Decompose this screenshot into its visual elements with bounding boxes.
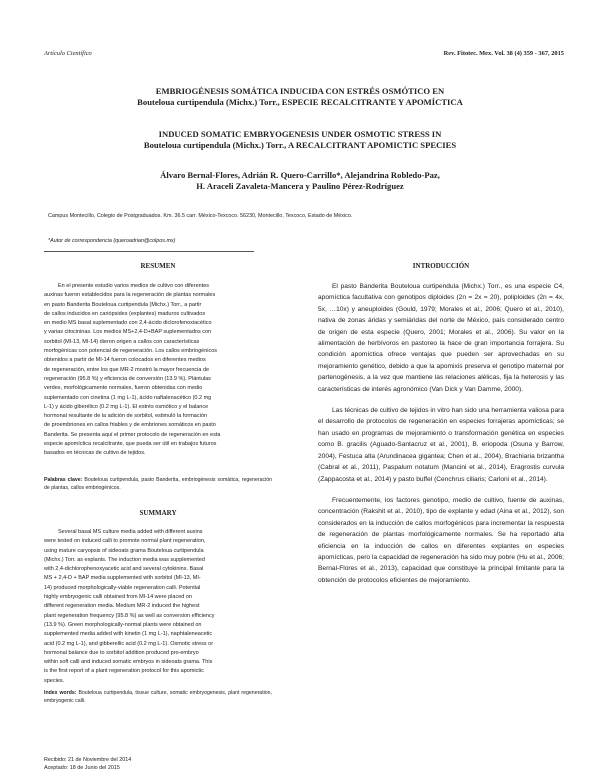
authors-line2: H. Araceli Zavaleta-Mancera y Paulino Pérez-Rodríguez	[196, 181, 404, 191]
summary-heading: SUMMARY	[139, 509, 177, 517]
resumen-line: sorbitol (MI-13, MI-14) dieron origen a callos con características	[44, 338, 200, 345]
resumen-body	[44, 282, 272, 459]
summary-line: hormonal balance due to sorbitol addition produced pro-embryo	[44, 649, 199, 656]
intro-paragraph-3: Frecuentemente, los factores genotipo, medio de cultivo, fuente de auxinas, concentración (Rakshit et al., 2010), tipo de explante y edad (Aina et al., 2012), son considerados en la inducción de callos morfogénicos para incrementar la respuesta de regeneración de plantas morfológicamente normales. Se ha reportado alta eficiencia en la inducción de callos en diferentes explantes en especies apomícticas, pero la capacidad de regeneración ha sido muy pobre (Hu et al., 2006; Bernal-Flores et al., 2013), capacidad que constituye la principal limitante para la obtención de protocolos eficientes de mejoramiento.	[318, 496, 564, 584]
summary-line: (13.9 %). Green morphologically-normal plants were obtained on	[44, 621, 202, 628]
summary-body	[44, 528, 272, 686]
summary-keywords	[44, 689, 272, 706]
summary-line: highly embryogenic calli obtained from MI-14 were placed on	[44, 594, 192, 601]
summary-line: different regeneration media. Medium MR-2 induced the highest	[44, 603, 200, 610]
resumen-line: hormonal resultante de la adición de sorbitol, estimuló la formación	[44, 413, 207, 420]
correspondence-note: *Autor de correspondencia (queroadrian@colpos.mx)	[48, 238, 176, 244]
summary-line: were tested on induced calli to promote normal plant regeneration,	[44, 538, 206, 545]
resumen-keywords-label: Palabras clave:	[44, 477, 83, 483]
summary-keywords-text: Bouteloua curtipendula, tissue culture, somatic embryogenesis, plant regeneration, embryogenic calli.	[44, 690, 272, 705]
resumen-line: auxinas fueron establecidos para la regeneración de plantas normales	[44, 292, 216, 299]
resumen-line: y varias citocininas. Los medios MS+2,4-D+BAP suplementados con	[44, 329, 212, 336]
title-english-line1: INDUCED SOMATIC EMBRYOGENESIS UNDER OSMOTIC STRESS IN	[158, 129, 442, 139]
resumen-line: En el presente estudio varios medios de cultivo con diferentes	[58, 283, 210, 289]
summary-line: MS + 2,4-D + BAP media supplemented with sorbitol (MI-13, MI-	[44, 575, 201, 582]
summary-line: is the first report of a plant regeneration protocol for this apomictic	[44, 668, 204, 675]
intro-paragraph-1: El pasto Banderita Bouteloua curtipendula (Michx.) Torr., es una especie C4, apomíctica facultativa con genotipos diploides (2n = 2x = 20), poliploides (2n = 4x, 5x, …10x) y aneuploides (Gould, 1979; Morales et al., 2006; Quero et al., 2010), nativa de zonas áridas y semiáridas del norte de México, país considerado centro de origen de esta especie (Quero, 2001; Morales et al., 2006). Su valor en la alimentación de herbívoros en pastoreo la hace de gran importancia forrajera. Su condición apomíctica ofrece ventajas que pueden ser aprovechadas en su mejoramiento genético, debido a que la apomixis preserva el genotipo maternal por partenogénesis, a la vez que mantiene las relaciones alélicas, fija la heterosis y las características de interés agronómico (Van Dick y Van Damme, 2000).	[318, 283, 564, 393]
received-date: Recibido: 21 de Noviembre del 2014	[44, 757, 132, 763]
resumen-keywords-text: Bouteloua curtipendula, pasto Banderita, embriogénesis somática, regeneración de plantas, callos embriogénicos.	[44, 477, 272, 492]
resumen-line: regeneración (95.8 %) y eficiencia de conversión (13.9 %). Plántulas	[44, 375, 211, 382]
resumen-line: basados en técnicas de cultivo de tejidos.	[44, 450, 146, 457]
summary-line: acid (0.2 mg L-1), and gibberellic acid (0.2 mg L-1). Osmotic stress or	[44, 640, 214, 647]
authors-line1: Álvaro Bernal-Flores, Adrián R. Quero-Carrillo*, Alejandrina Robledo-Paz,	[160, 170, 440, 180]
resumen-line: de proembriones en callos friables y de embriones somáticos en pasto	[44, 422, 216, 429]
authors	[40, 170, 560, 192]
summary-keywords-label: Index words:	[44, 690, 77, 696]
summary-line: species.	[44, 677, 65, 684]
resumen-keywords	[44, 476, 272, 493]
summary-line: using mature caryopsis of sideoats grama Bouteloua curtipendula	[44, 547, 204, 554]
summary-line: 14) produced morphologically-viable regeneration calli. Potential	[44, 584, 201, 591]
resumen-line: L-1) y ácido giberélico (0.2 mg L-1). El estrés osmótico y el balance	[44, 403, 209, 410]
resumen-line: Banderita. Se presenta aquí el primer protocolo de regeneración en esta	[44, 431, 221, 438]
summary-line: plant regeneration frequency (95.8 %) as well as conversion efficiency	[44, 612, 215, 619]
resumen-line: obtenidos a partir de MI-14 fueron colocados en diferentes medios	[44, 357, 206, 364]
resumen-line: suplementado con cinetina (1 mg L-1), ácido naftalenacético (0.2 mg	[44, 394, 212, 401]
summary-line: Several basal MS culture media added with different auxins	[58, 529, 203, 535]
resumen-heading: RESUMEN	[140, 262, 176, 270]
affiliation: Campus Montecillo, Colegio de Postgraduados. Km. 36.5 carr. México-Texcoco. 56230, Montecillo, Texcoco, Estado de México.	[48, 213, 353, 219]
introduccion-heading: INTRODUCCIÓN	[412, 262, 470, 270]
introduccion-body	[318, 281, 564, 586]
resumen-line: en pasto Banderita Bouteloua curtipendula (Michx.) Torr., a partir	[44, 301, 202, 308]
footnote-divider	[44, 251, 254, 252]
article-dates	[44, 757, 131, 772]
summary-line: within soft calli and induced somatic embryos in sideoats grama. This	[44, 659, 213, 666]
title-english-line2: Bouteloua curtipendula (Michx.) Torr., A RECALCITRANT APOMICTIC SPECIES	[143, 140, 457, 150]
journal-citation: Rev. Fitotec. Mex. Vol. 38 (4) 359 - 367, 2015	[443, 50, 564, 57]
summary-line: supplemented media added with kinetin (1 mg L-1), naphtaleneacetic	[44, 631, 213, 638]
resumen-line: en medio MS basal suplementado con 2,4-ácido diclorofenoxiacético	[44, 320, 212, 327]
resumen-line: especie apomíctica recalcitrante, que pueda ser útil en trabajos futuros	[44, 441, 217, 448]
accepted-date: Aceptado: 18 de Junio del 2015	[44, 764, 120, 771]
title-spanish-line2: Bouteloua curtipendula (Michx.) Torr., ESPECIE RECALCITRANTE Y APOMÍCTICA	[137, 97, 463, 107]
journal-section-label: Artículo Científico	[44, 50, 92, 57]
resumen-line: de regeneración, entre los que MR-2 mostró la mayor frecuencia de	[44, 366, 210, 373]
summary-line: with 2,4-dichlorophenoxyacetic acid and several cytokinins. Basal	[44, 566, 204, 573]
resumen-line: verdes, morfológicamente normales, fueron obtenidas con medio	[44, 385, 203, 392]
summary-line: (Michx.) Torr. as explants. The induction media was supplemented	[44, 556, 205, 563]
title-spanish	[40, 86, 560, 108]
title-english	[40, 129, 560, 151]
resumen-line: de callos inducidos en cariópsides (explantes) maduros cultivados	[44, 310, 206, 317]
resumen-line: morfogénicas con potencial de regeneración. Los callos embriogénicos	[44, 348, 218, 355]
title-spanish-line1: EMBRIOGÉNESIS SOMÁTICA INDUCIDA CON ESTRÉS OSMÓTICO EN	[155, 86, 445, 96]
intro-paragraph-2: Las técnicas de cultivo de tejidos in vitro han sido una herramienta valiosa para el desarrollo de protocolos de regeneración en especies forrajeras apomícticas; se han usado en programas de mejoramiento o transformación genética en especies como B. gracilis (Aguado-Santacruz et al., 2001), B. eriopoda (Osuna y Barrow, 2004), Festuca alta (Arundinacea gigantea; Chen et al., 2004), Brachiaria brizantha (Cabral et al., 2011), Paspalum notatum (Mancini et al., 2014), Eragrostis curvula (Zappacosta et al., 2014) y pasto buffel (Cenchrus ciliaris; Carloni et al., 2014).	[318, 407, 564, 483]
